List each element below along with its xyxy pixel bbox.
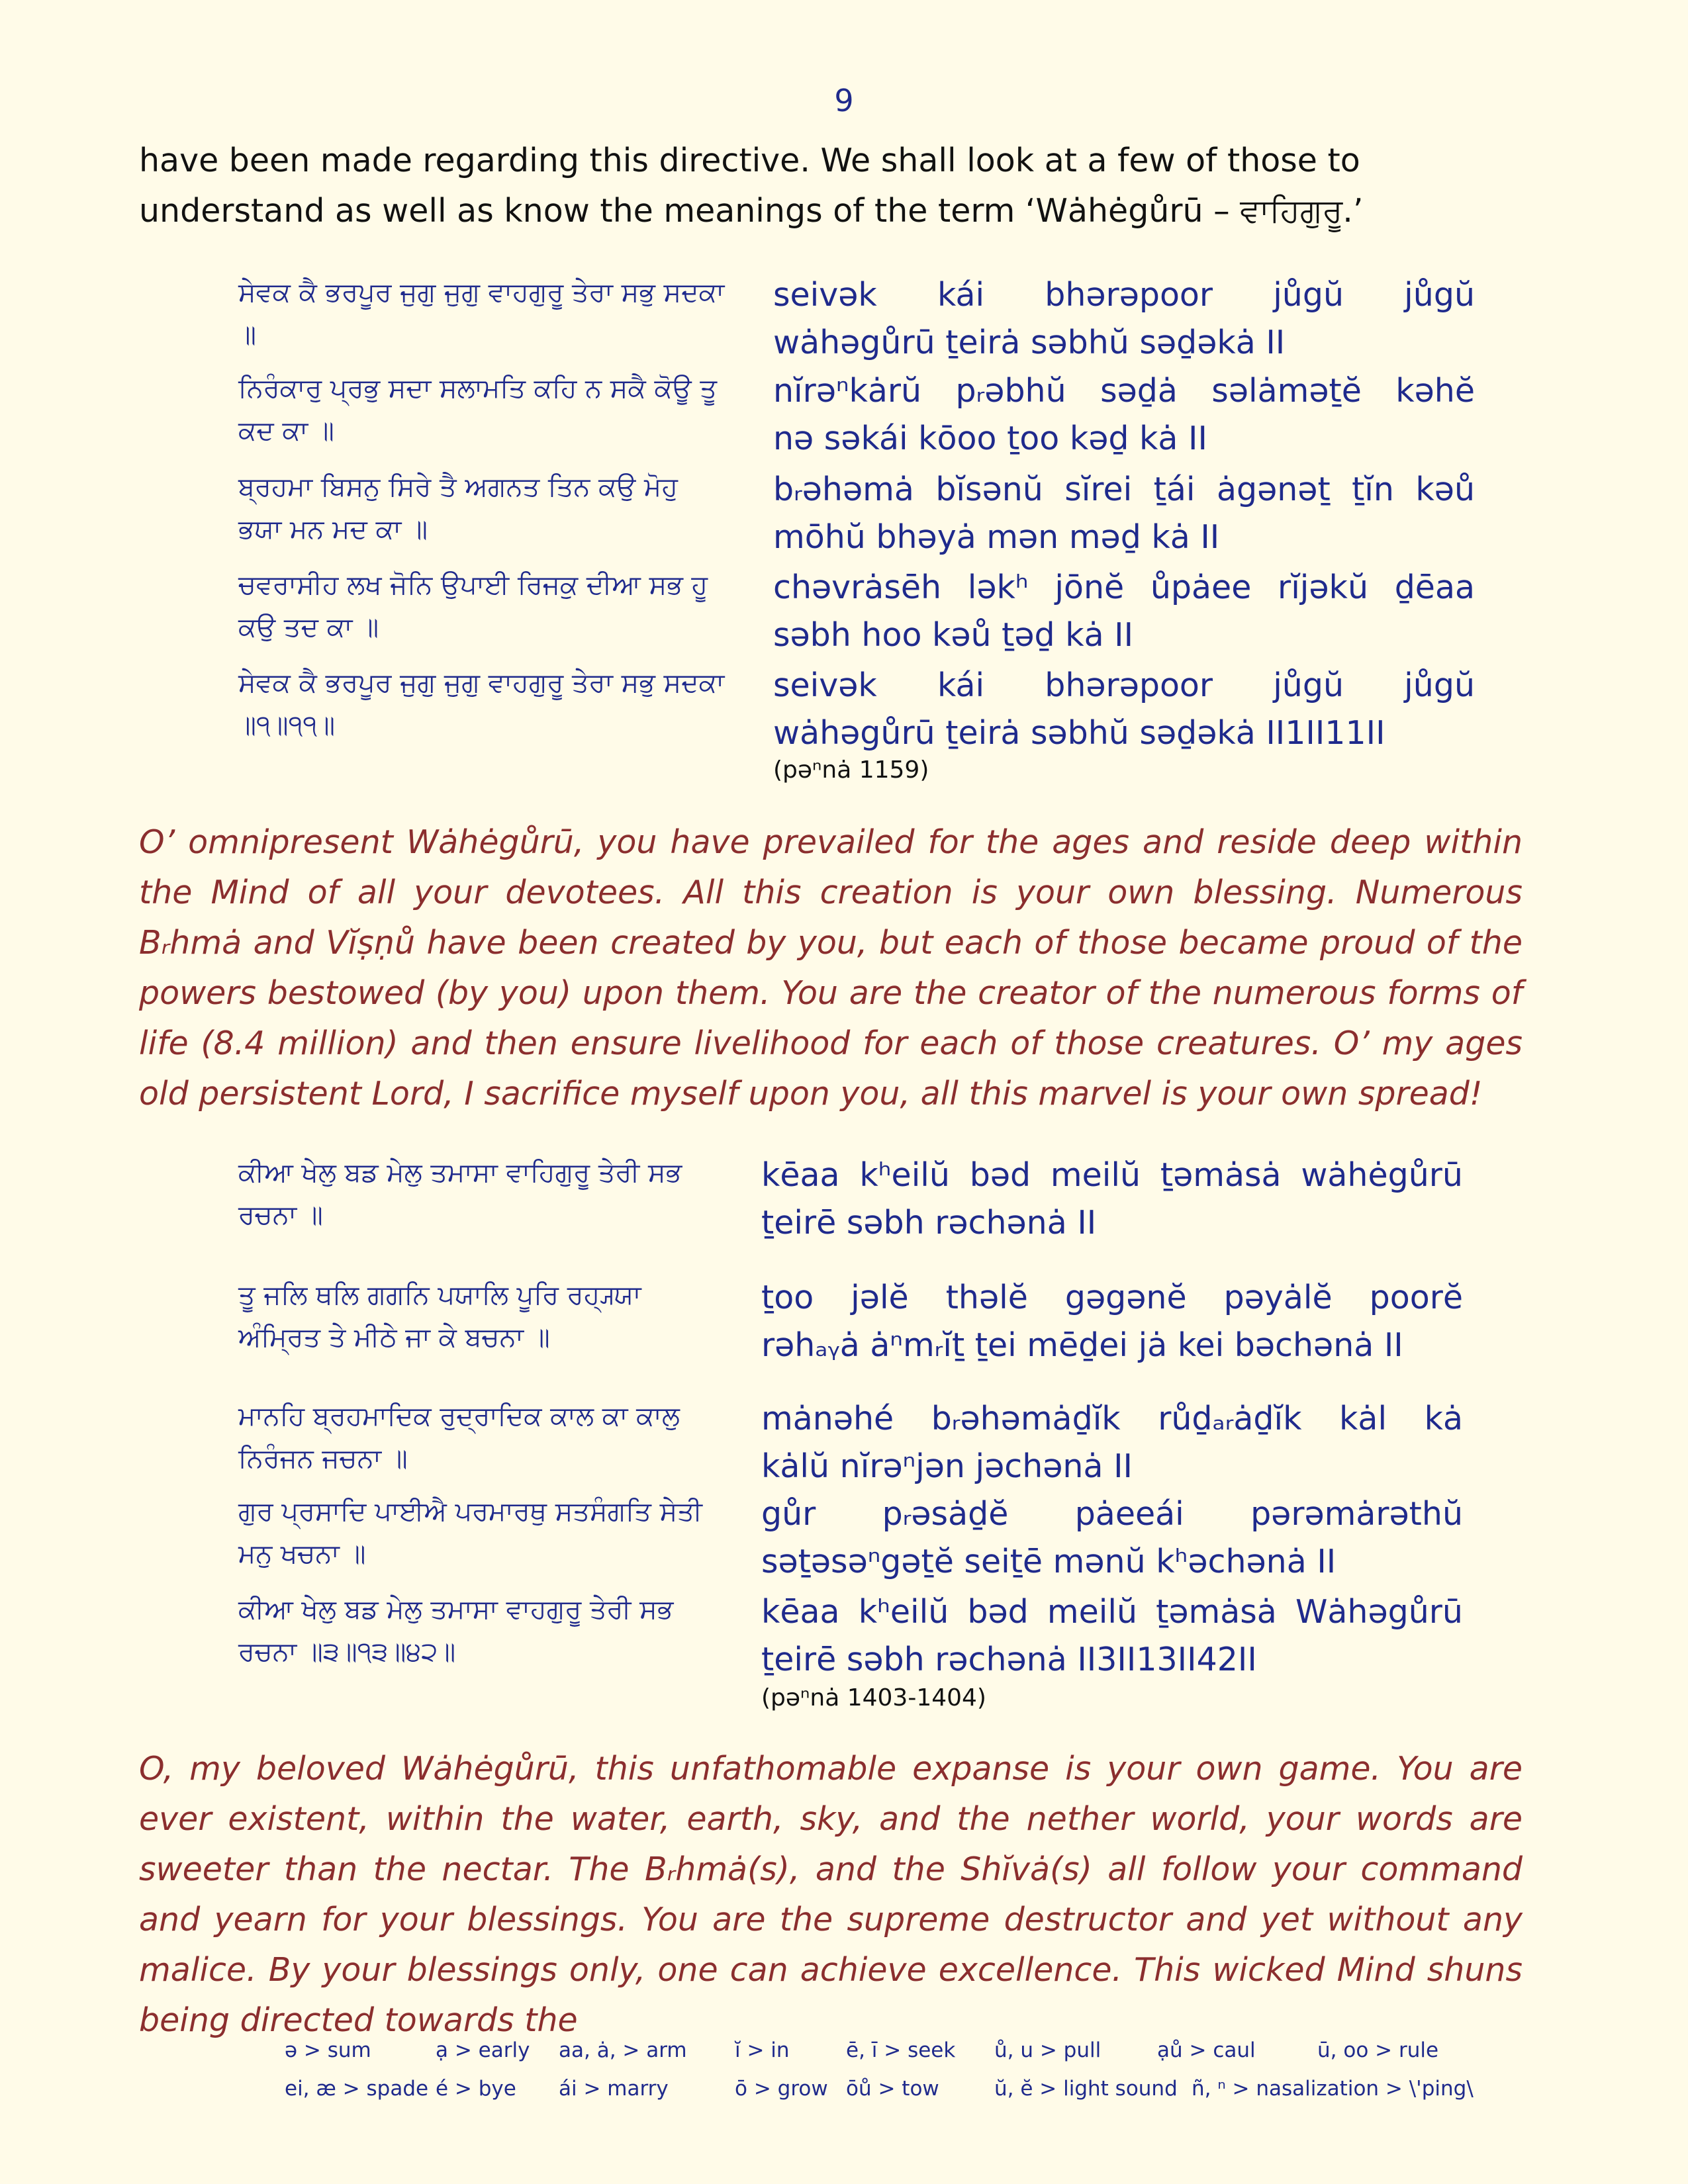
legend-entry: aa, ȧ, > arm bbox=[559, 2038, 687, 2062]
transliteration-line: kēaa kʰeilŭ bəd meilŭ ṯəmȧsȧ wȧhėgůrū bbox=[761, 1156, 1463, 1194]
transliteration-line: mȧnəhé bᵣəhəmȧḏĭk růḏₐᵣȧḏĭk kȧl kȧ bbox=[761, 1400, 1463, 1437]
transliteration-line: səbh hoo kəů ṯəḏ kȧ II bbox=[773, 616, 1134, 654]
legend-entry: ái > marry bbox=[559, 2077, 669, 2101]
legend-entry: ŭ, ĕ > light sound bbox=[994, 2077, 1178, 2101]
gurmukhi-text: ਬ੍ਰਹਮਾ ਬਿਸਨੁ ਸਿਰੇ ਤੈ ਅਗਨਤ ਤਿਨ ਕਉ ਮੋਹੁ ਭਯਾ ਮਨ ਮਦ ਕਾ ॥ bbox=[238, 472, 678, 545]
legend-entry: ē, ī > seek bbox=[846, 2038, 956, 2062]
legend-entry: ei, æ > spade bbox=[285, 2077, 429, 2101]
transliteration-line: ṯeirē səbh rəchənȧ II bbox=[761, 1204, 1097, 1242]
legend-entry: ạ > early bbox=[436, 2038, 530, 2062]
legend-entry: ů, u > pull bbox=[994, 2038, 1102, 2062]
transliteration-line: bᵣəhəmȧ bĭsənŭ sĭrei ṯái ȧgənəṯ ṯĭn kəů bbox=[773, 471, 1475, 508]
legend-entry: ạů > caul bbox=[1157, 2038, 1256, 2062]
gurmukhi-text: ਸੇਵਕ ਕੈ ਭਰਪੂਰ ਜੁਗੁ ਜੁਗੁ ਵਾਹਗੁਰੂ ਤੇਰਾ ਸਭੁ ਸਦਕਾ ॥੧॥੧੧॥ bbox=[238, 668, 725, 741]
transliteration-line: gůr pᵣəsȧḏĕ pȧeeái pərəmȧrəthŭ bbox=[761, 1495, 1463, 1533]
gurmukhi-text: ਤੂ ਜਲਿ ਥਲਿ ਗਗਨਿ ਪਯਾਲਿ ਪੂਰਿ ਰਹ੍ਯ੍ਯਾ ਅੰਮ੍ਰਿਤ ਤੇ ਮੀਠੇ ਜਾ ਕੇ ਬਚਨਾ ॥ bbox=[238, 1280, 641, 1353]
page-reference: (pəⁿnȧ 1403-1404) bbox=[761, 1684, 986, 1711]
gurmukhi-text: ਸੇਵਕ ਕੈ ਭਰਪੂਰ ਜੁਗੁ ਜੁਗੁ ਵਾਹਗੁਰੂ ਤੇਰਾ ਸਭੁ ਸਦਕਾ ॥ bbox=[238, 277, 725, 350]
transliteration-line: wȧhəgůrū ṯeirȧ səbhŭ səḏəkȧ II bbox=[773, 324, 1286, 361]
legend-entry: ō > grow bbox=[735, 2077, 828, 2101]
transliteration-line: səṯəsəⁿgəṯĕ seiṯē mənŭ kʰəchənȧ II bbox=[761, 1543, 1336, 1580]
gurmukhi-text: ਕੀਆ ਖੇਲੁ ਬਡ ਮੇਲੁ ਤਮਾਸਾ ਵਾਹਿਗੁਰੂ ਤੇਰੀ ਸਭ ਰਚਨਾ ॥ bbox=[238, 1158, 682, 1230]
intro-paragraph: have been made regarding this directive. We shall look at a few of those to understand as well as know the meanings of the term ‘Wȧhėgůrū – ਵਾਹਿਗੁਰੂ.’ bbox=[139, 142, 1364, 230]
transliteration-line: mōhŭ bhəyȧ mən məḏ kȧ II bbox=[773, 518, 1220, 556]
legend-row bbox=[285, 2077, 1476, 2115]
legend-entry: é > bye bbox=[436, 2077, 516, 2101]
transliteration-line: nĭrəⁿkȧrŭ pᵣəbhŭ səḏȧ səlȧməṯĕ kəhĕ bbox=[773, 372, 1475, 410]
page-reference: (pəⁿnȧ 1159) bbox=[773, 756, 929, 784]
translation-paragraph-2: O, my beloved Wȧhėgůrū, this unfathomable expanse is your own game. You are ever existent, within the water, earth, sky, and the nether world, your words are sweeter than the nectar. The Bᵣhmȧ(s), and the Shĭvȧ(s) all follow your command and yearn for your blessings. You are the supreme destructor and yet without any malice. By your blessings only, one can achieve excellence. This wicked Mind shuns being directed towards the bbox=[139, 1750, 1523, 2039]
transliteration-line: seivək kái bhərəpoor jůgŭ jůgŭ bbox=[773, 276, 1475, 314]
legend-entry: ə > sum bbox=[285, 2038, 371, 2062]
transliteration-line: nə səkái kōoo ṯoo kəḏ kȧ II bbox=[773, 420, 1207, 457]
gurmukhi-text: ਮਾਨਹਿ ਬ੍ਰਹਮਾਦਿਕ ਰੁਦ੍ਰਾਦਿਕ ਕਾਲ ਕਾ ਕਾਲੁ ਨਿਰੰਜਨ ਜਚਨਾ ॥ bbox=[238, 1401, 680, 1474]
legend-entry: ōů > tow bbox=[846, 2077, 939, 2101]
transliteration-line: rəhₐᵧȧ ȧⁿmᵣĭṯ ṯei mēḏei jȧ kei bəchənȧ II bbox=[761, 1326, 1403, 1364]
legend-entry: ñ, ⁿ > nasalization > \'ping\ bbox=[1192, 2077, 1474, 2101]
transliteration-line: kȧlŭ nĭrəⁿjən jəchənȧ II bbox=[761, 1447, 1133, 1485]
pronunciation-legend bbox=[285, 2038, 1476, 2115]
legend-entry: ū, oo > rule bbox=[1317, 2038, 1439, 2062]
transliteration-line: seivək kái bhərəpoor jůgŭ jůgŭ bbox=[773, 666, 1475, 704]
gurmukhi-text: ਕੀਆ ਖੇਲੁ ਬਡ ਮੇਲੁ ਤਮਾਸਾ ਵਾਹਗੁਰੂ ਤੇਰੀ ਸਭ ਰਚਨਾ ॥੩॥੧੩॥੪੨॥ bbox=[238, 1594, 674, 1667]
legend-row bbox=[285, 2038, 1476, 2077]
gurmukhi-text: ਚਵਰਾਸੀਹ ਲਖ ਜੋਨਿ ਉਪਾਈ ਰਿਜਕੁ ਦੀਆ ਸਭ ਹੂ ਕਉ ਤਦ ਕਾ ॥ bbox=[238, 570, 708, 643]
gurmukhi-text: ਗੁਰ ਪ੍ਰਸਾਦਿ ਪਾਈਐ ਪਰਮਾਰਥੁ ਸਤਸੰਗਤਿ ਸੇਤੀ ਮਨੁ ਖਚਨਾ ॥ bbox=[238, 1496, 702, 1569]
transliteration-line: ṯeirē səbh rəchənȧ II3II13II42II bbox=[761, 1641, 1257, 1678]
translation-paragraph-1: O’ omnipresent Wȧhėgůrū, you have prevailed for the ages and reside deep within the Mind of all your devotees. All this creation is your own blessing. Numerous Bᵣhmȧ and Vĭṣṇů have been created by you, but each of those became proud of the powers bestowed (by you) upon them. You are the creator of the numerous forms of life (8.4 million) and then ensure livelihood for each of those creatures. O’ my ages old persistent Lord, I sacrifice myself upon you, all this marvel is your own spread! bbox=[139, 823, 1523, 1113]
page-number: 9 bbox=[834, 83, 854, 118]
transliteration-line: wȧhəgůrū ṯeirȧ səbhŭ səḏəkȧ II1II11II bbox=[773, 714, 1385, 752]
gurmukhi-text: ਨਿਰੰਕਾਰੁ ਪ੍ਰਭੁ ਸਦਾ ਸਲਾਮਤਿ ਕਹਿ ਨ ਸਕੈ ਕੋਊ ਤੂ ਕਦ ਕਾ ॥ bbox=[238, 373, 717, 446]
transliteration-line: kēaa kʰeilŭ bəd meilŭ ṯəmȧsȧ Wȧhəgůrū bbox=[761, 1593, 1463, 1631]
transliteration-line: chəvrȧsēh ləkʰ jōnĕ ůpȧee rĭjəkŭ ḏēaa bbox=[773, 569, 1475, 606]
legend-entry: ĭ > in bbox=[735, 2038, 790, 2062]
transliteration-line: ṯoo jəlĕ thəlĕ gəgənĕ pəyȧlĕ poorĕ bbox=[761, 1279, 1463, 1316]
